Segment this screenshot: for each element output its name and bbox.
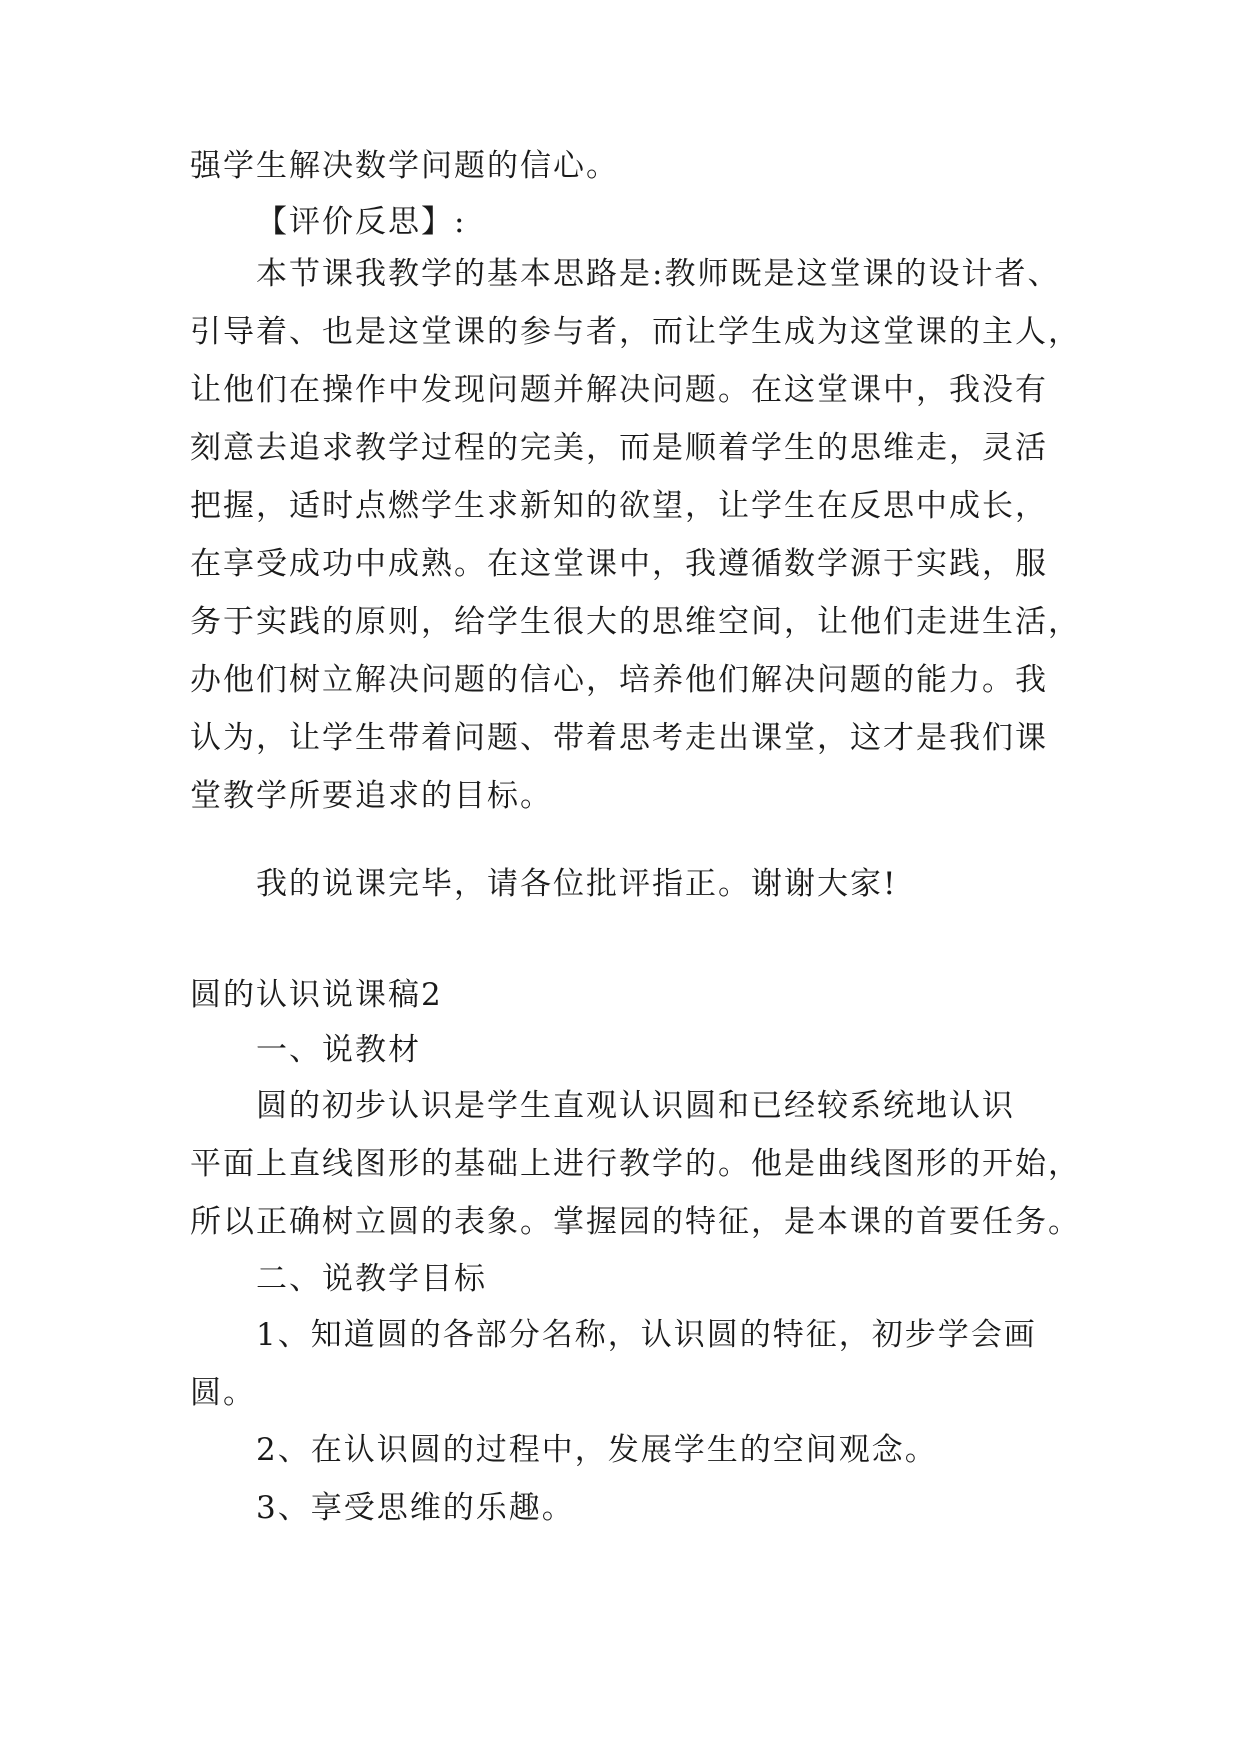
text-line: 认为，让学生带着问题、带着思考走出课堂，这才是我们课 <box>190 720 1048 756</box>
text-line: 堂教学所要追求的目标。 <box>190 778 553 814</box>
text-line: 让他们在操作中发现问题并解决问题。在这堂课中，我没有 <box>190 372 1048 408</box>
text-line: 【评价反思】: <box>256 204 467 240</box>
text-line: 3、享受思维的乐趣。 <box>256 1490 575 1526</box>
text-line: 一、说教材 <box>256 1032 421 1068</box>
section-title <box>190 966 1070 1024</box>
text-line: 圆。 <box>190 1375 256 1411</box>
goal-2 <box>190 1421 1070 1479</box>
paragraph-reflection <box>190 245 1081 825</box>
goal-1 <box>190 1306 1070 1422</box>
heading-goals <box>190 1250 1070 1308</box>
text-line: 1、知道圆的各部分名称，认识圆的特征，初步学会画 <box>256 1317 1037 1353</box>
closing-line <box>190 855 1070 913</box>
text-line: 务于实践的原则，给学生很大的思维空间，让他们走进生活， <box>190 604 1081 640</box>
text-line: 平面上直线图形的基础上进行教学的。他是曲线图形的开始， <box>190 1146 1081 1182</box>
goal-3 <box>190 1479 1070 1537</box>
text-line: 圆的初步认识是学生直观认识圆和已经较系统地认识 <box>256 1088 1015 1124</box>
text-line: 我的说课完毕，请各位批评指正。谢谢大家! <box>256 866 898 902</box>
text-line: 本节课我教学的基本思路是:教师既是这堂课的设计者、 <box>256 256 1061 292</box>
text-line: 2、在认识圆的过程中，发展学生的空间观念。 <box>256 1432 938 1468</box>
paragraph-continuation <box>190 137 1070 195</box>
text-line: 圆的认识说课稿2 <box>190 977 443 1013</box>
text-line: 把握，适时点燃学生求新知的欲望，让学生在反思中成长， <box>190 488 1048 524</box>
paragraph-material <box>190 1077 1081 1251</box>
text-line: 办他们树立解决问题的信心，培养他们解决问题的能力。我 <box>190 662 1048 698</box>
text-line: 所以正确树立圆的表象。掌握园的特征，是本课的首要任务。 <box>190 1204 1081 1240</box>
text-line: 引导着、也是这堂课的参与者，而让学生成为这堂课的主人， <box>190 314 1081 350</box>
heading-material <box>190 1021 1070 1079</box>
reflection-heading <box>190 193 1070 251</box>
text-line: 在享受成功中成熟。在这堂课中，我遵循数学源于实践，服 <box>190 546 1048 582</box>
text-line: 强学生解决数学问题的信心。 <box>190 148 619 184</box>
text-line: 刻意去追求教学过程的完美，而是顺着学生的思维走，灵活 <box>190 430 1048 466</box>
text-line: 二、说教学目标 <box>256 1261 487 1297</box>
